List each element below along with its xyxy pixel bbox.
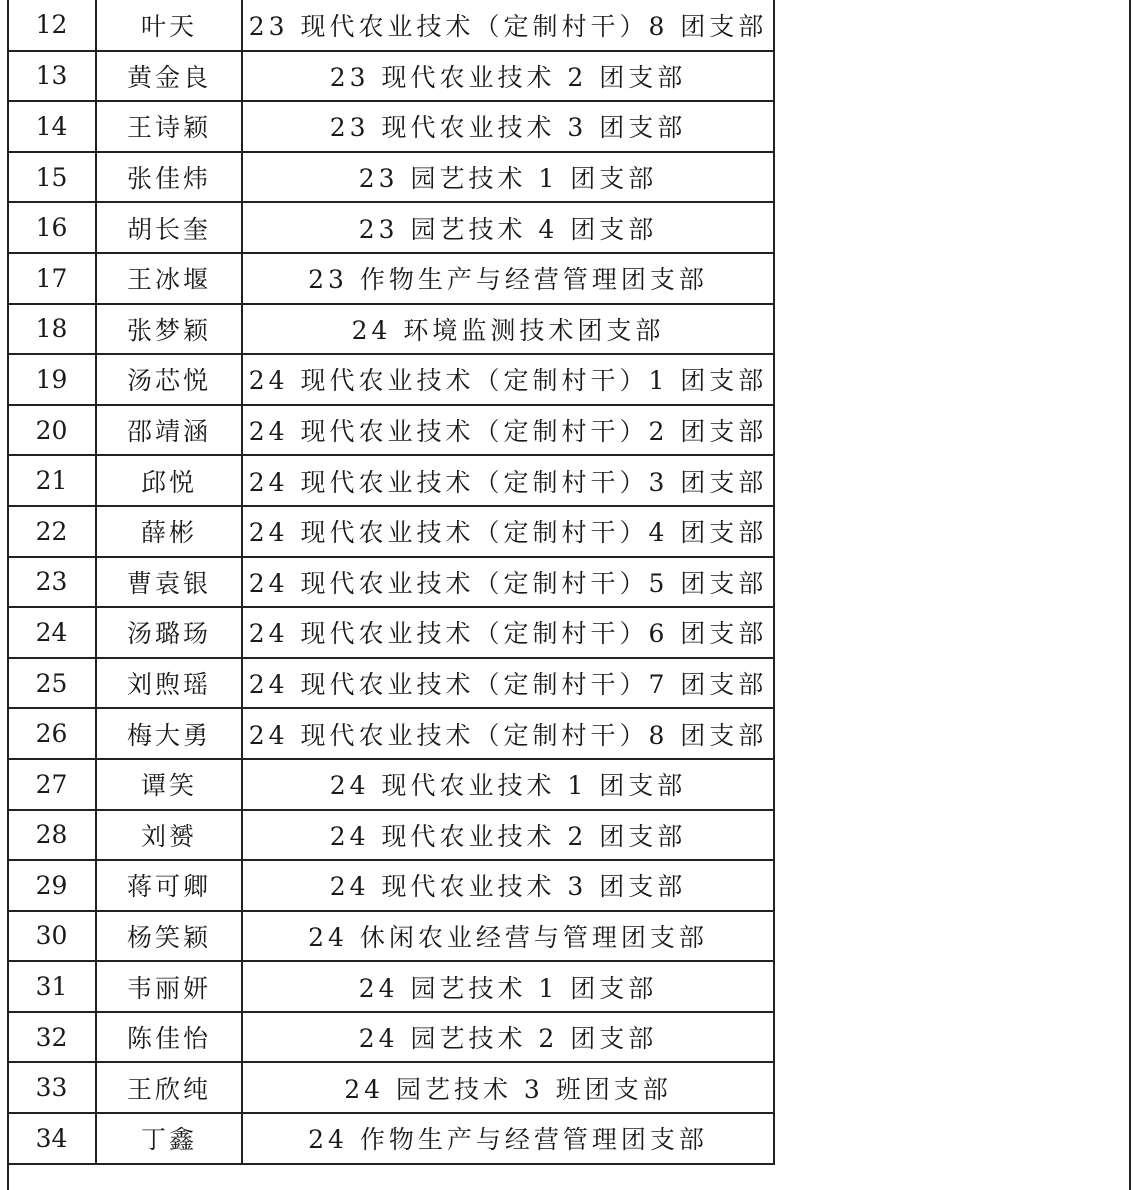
row-number: 13 <box>8 51 96 102</box>
table-row <box>8 51 774 102</box>
branch-name: 24 现代农业技术（定制村干）2 团支部 <box>242 405 774 456</box>
row-number: 29 <box>8 860 96 911</box>
branch-name: 24 环境监测技术团支部 <box>242 304 774 355</box>
table-row <box>8 1113 774 1164</box>
member-name: 王欣纯 <box>96 1062 242 1113</box>
member-name: 邱悦 <box>96 455 242 506</box>
table-row <box>8 911 774 962</box>
row-number: 26 <box>8 708 96 759</box>
member-name: 汤璐玚 <box>96 607 242 658</box>
member-name: 汤芯悦 <box>96 354 242 405</box>
row-number: 24 <box>8 607 96 658</box>
branch-name: 24 园艺技术 3 班团支部 <box>242 1062 774 1113</box>
member-name: 蒋可卿 <box>96 860 242 911</box>
table-row <box>8 759 774 810</box>
branch-name: 24 作物生产与经营管理团支部 <box>242 1113 774 1164</box>
member-name: 张佳炜 <box>96 152 242 203</box>
row-number: 32 <box>8 1012 96 1063</box>
branch-name: 24 现代农业技术（定制村干）8 团支部 <box>242 708 774 759</box>
branch-name: 24 现代农业技术 1 团支部 <box>242 759 774 810</box>
branch-name: 23 现代农业技术（定制村干）8 团支部 <box>242 0 774 51</box>
roster-table <box>8 0 775 1165</box>
table-row <box>8 1012 774 1063</box>
table-row <box>8 152 774 203</box>
branch-name: 24 现代农业技术 3 团支部 <box>242 860 774 911</box>
table-row <box>8 202 774 253</box>
table-row <box>8 253 774 304</box>
row-number: 12 <box>8 0 96 51</box>
row-number: 33 <box>8 1062 96 1113</box>
branch-name: 24 现代农业技术 2 团支部 <box>242 810 774 861</box>
row-number: 16 <box>8 202 96 253</box>
member-name: 邵靖涵 <box>96 405 242 456</box>
member-name: 韦丽妍 <box>96 961 242 1012</box>
member-name: 胡长奎 <box>96 202 242 253</box>
member-name: 黄金良 <box>96 51 242 102</box>
member-name: 张梦颖 <box>96 304 242 355</box>
row-number: 28 <box>8 810 96 861</box>
member-name: 王冰堰 <box>96 253 242 304</box>
table-row <box>8 607 774 658</box>
page-border-right <box>1129 0 1131 1190</box>
row-number: 18 <box>8 304 96 355</box>
member-name: 丁鑫 <box>96 1113 242 1164</box>
branch-name: 24 园艺技术 1 团支部 <box>242 961 774 1012</box>
table-row <box>8 405 774 456</box>
member-name: 曹袁银 <box>96 557 242 608</box>
member-name: 梅大勇 <box>96 708 242 759</box>
table-row <box>8 0 774 51</box>
branch-name: 23 现代农业技术 2 团支部 <box>242 51 774 102</box>
branch-name: 24 现代农业技术（定制村干）5 团支部 <box>242 557 774 608</box>
branch-name: 23 作物生产与经营管理团支部 <box>242 253 774 304</box>
row-number: 31 <box>8 961 96 1012</box>
branch-name: 24 现代农业技术（定制村干）7 团支部 <box>242 658 774 709</box>
row-number: 25 <box>8 658 96 709</box>
table-row <box>8 961 774 1012</box>
table-row <box>8 304 774 355</box>
table-row <box>8 810 774 861</box>
table-row <box>8 506 774 557</box>
member-name: 刘赟 <box>96 810 242 861</box>
branch-name: 23 现代农业技术 3 团支部 <box>242 101 774 152</box>
branch-name: 24 休闲农业经营与管理团支部 <box>242 911 774 962</box>
branch-name: 24 现代农业技术（定制村干）6 团支部 <box>242 607 774 658</box>
row-number: 27 <box>8 759 96 810</box>
branch-name: 24 现代农业技术（定制村干）1 团支部 <box>242 354 774 405</box>
member-name: 陈佳怡 <box>96 1012 242 1063</box>
table-row <box>8 658 774 709</box>
row-number: 30 <box>8 911 96 962</box>
member-name: 杨笑颖 <box>96 911 242 962</box>
row-number: 34 <box>8 1113 96 1164</box>
table-row <box>8 860 774 911</box>
table-row <box>8 354 774 405</box>
row-number: 20 <box>8 405 96 456</box>
member-name: 王诗颖 <box>96 101 242 152</box>
row-number: 15 <box>8 152 96 203</box>
roster-table-body <box>8 0 774 1164</box>
table-row <box>8 101 774 152</box>
member-name: 谭笑 <box>96 759 242 810</box>
row-number: 14 <box>8 101 96 152</box>
row-number: 23 <box>8 557 96 608</box>
branch-name: 24 现代农业技术（定制村干）4 团支部 <box>242 506 774 557</box>
row-number: 19 <box>8 354 96 405</box>
member-name: 薛彬 <box>96 506 242 557</box>
branch-name: 24 现代农业技术（定制村干）3 团支部 <box>242 455 774 506</box>
branch-name: 23 园艺技术 1 团支部 <box>242 152 774 203</box>
table-row <box>8 708 774 759</box>
row-number: 22 <box>8 506 96 557</box>
table-row <box>8 1062 774 1113</box>
branch-name: 23 园艺技术 4 团支部 <box>242 202 774 253</box>
table-row <box>8 455 774 506</box>
member-name: 刘煦瑶 <box>96 658 242 709</box>
member-name: 叶天 <box>96 0 242 51</box>
row-number: 21 <box>8 455 96 506</box>
table-row <box>8 557 774 608</box>
branch-name: 24 园艺技术 2 团支部 <box>242 1012 774 1063</box>
row-number: 17 <box>8 253 96 304</box>
